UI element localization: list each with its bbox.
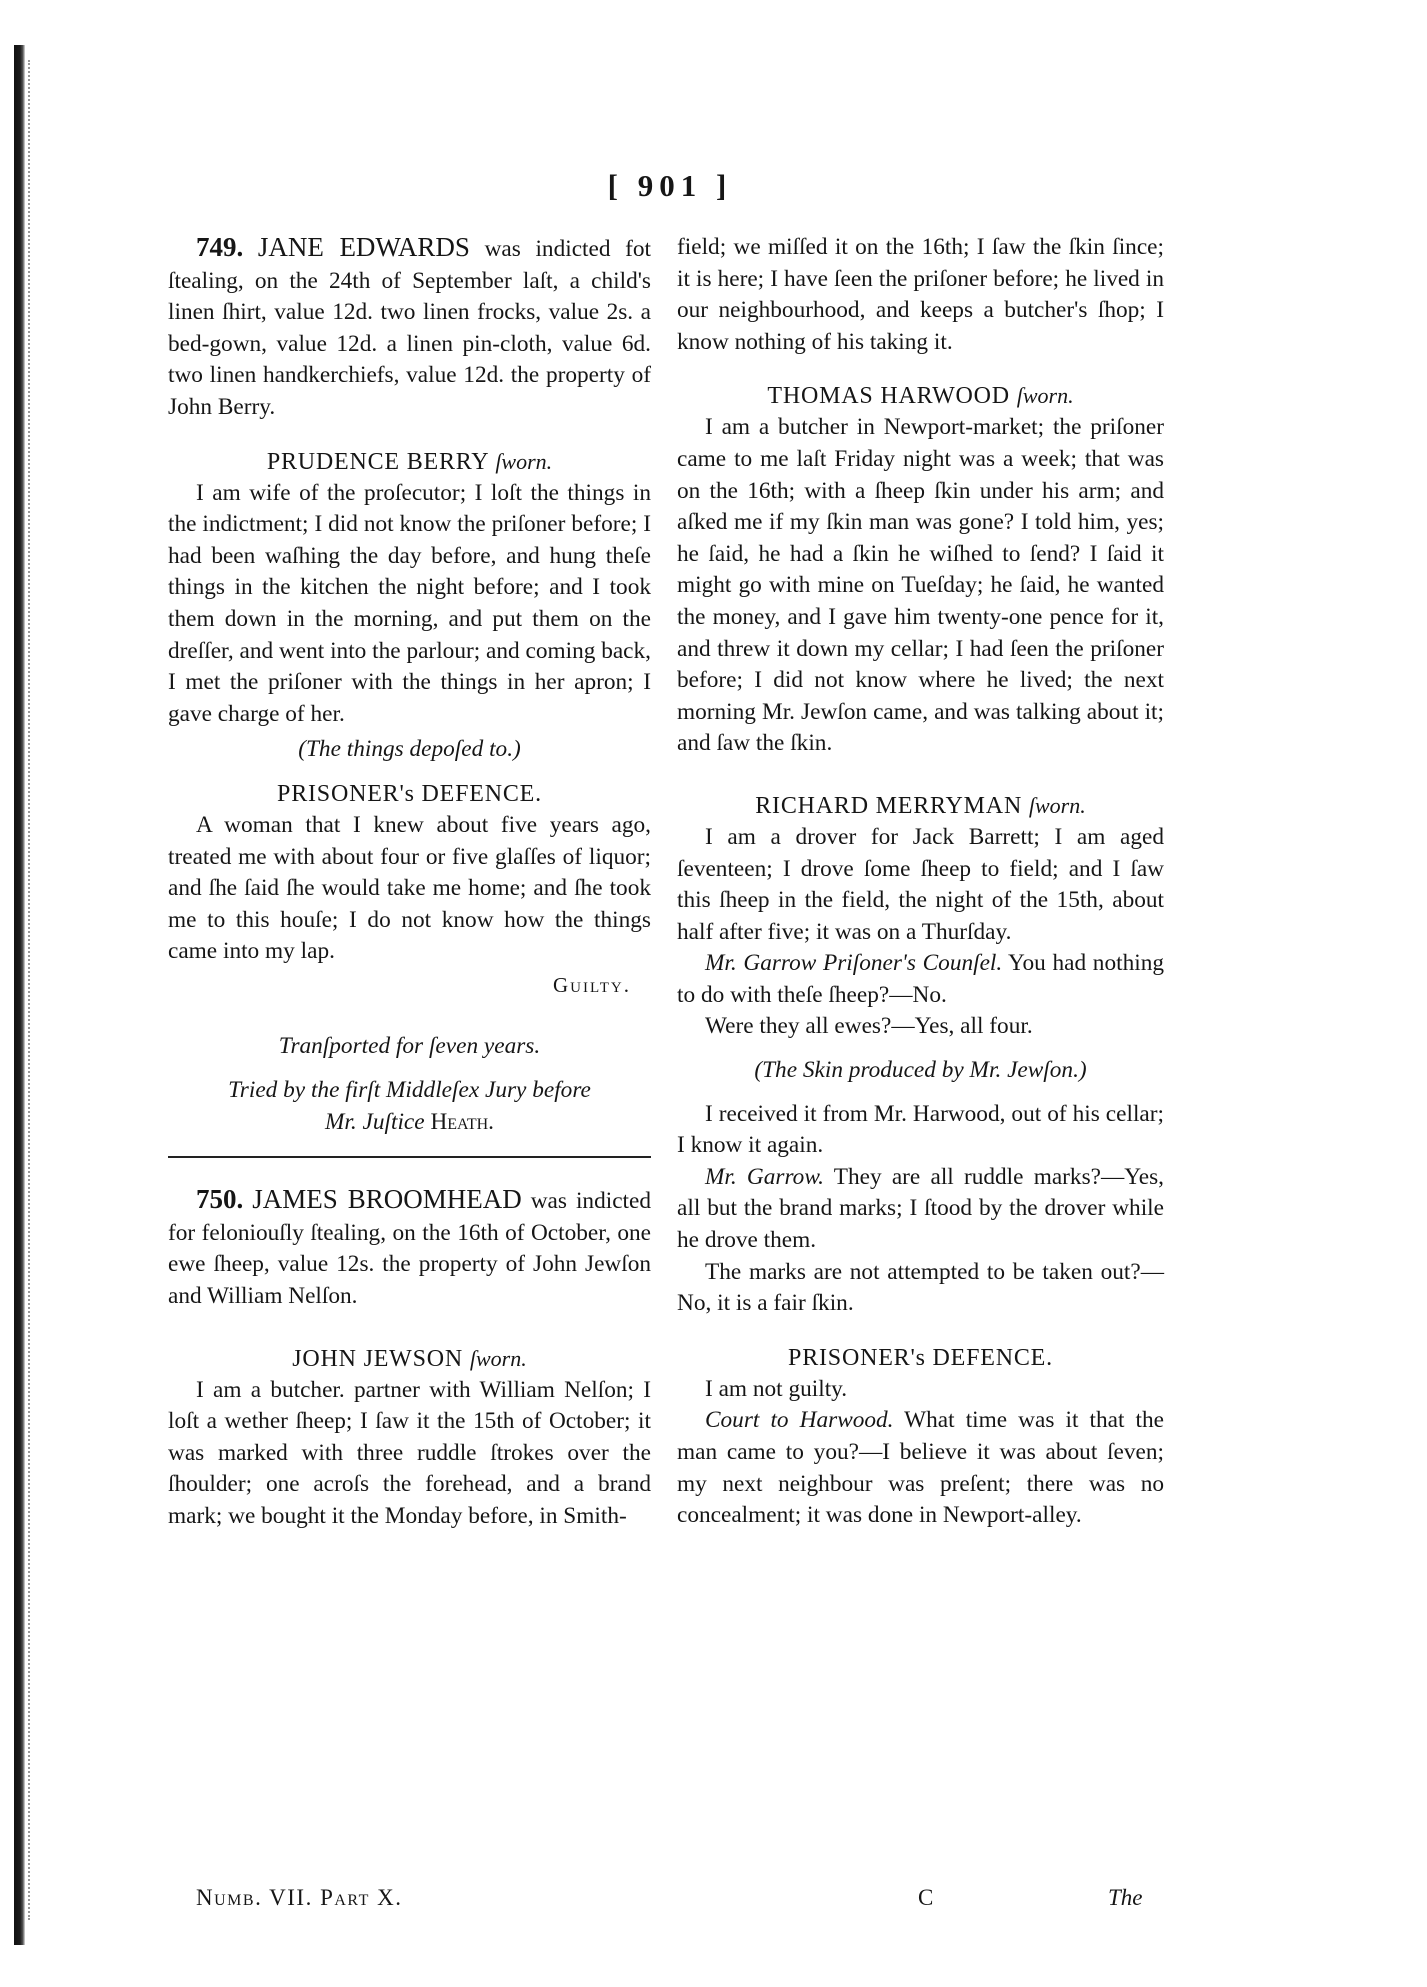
sworn-label: ſworn. bbox=[1028, 792, 1086, 818]
court-question: Court to Harwood. What time was it that the man came to you?—I believe it was about ſeven; my next neighbour was preſent; there was no concealment; it was done in Newport-alley. bbox=[677, 1407, 1164, 1529]
indictment-text: was indicted fot ſtealing, on the 24th of September laſt, a child's linen ſhirt, value 12d. two linen frocks, value 2s. a bed-gown, value 12d. a linen pin-cloth, value 6d. two linen handkerchiefs, value 12d. the property of John Berry. bbox=[168, 236, 652, 420]
testimony-text: I received it from Mr. Harwood, out of his cellar; I know it again. bbox=[677, 1100, 1164, 1159]
deposed-note: (The things depoſed to.) bbox=[298, 736, 521, 763]
defendant-name: JAMES BROOMHEAD bbox=[252, 1184, 522, 1215]
verdict: Guilty. bbox=[552, 972, 631, 997]
witness-name: RICHARD MERRYMAN bbox=[755, 792, 1023, 819]
witness-heading bbox=[677, 380, 1164, 412]
counsel-question: The marks are not attempted to be taken out?—No, it is a fair ſkin. bbox=[677, 1258, 1164, 1317]
jury-note: Tried by the firſt Middleſex Jury before Mr. Juſtice Heath. bbox=[228, 1077, 591, 1135]
testimony-text: I am a butcher. partner with William Nelſon; I loſt a wether ſheep; I ſaw it the 15th of October; it was marked with three ruddle ſtrokes over the ſhoulder; one acroſs the forehead, and a brand mark; we bought it the Monday before, in Smith- bbox=[168, 1376, 651, 1529]
right-column bbox=[677, 232, 1164, 1532]
defendant-name: JANE EDWARDS bbox=[257, 232, 470, 262]
defence-heading: PRISONER's DEFENCE. bbox=[788, 1344, 1053, 1371]
left-column bbox=[168, 232, 651, 1533]
counsel-question: Were they all ewes?—Yes, all four. bbox=[705, 1013, 1033, 1040]
counsel-question: Mr. Garrow Priſoner's Counſel. You had nothing to do with theſe ſheep?—No. bbox=[677, 950, 1164, 1008]
witness-heading bbox=[168, 446, 651, 478]
signature-mark: C bbox=[918, 1885, 934, 1910]
page-edge bbox=[28, 60, 34, 1920]
sentence: Tranſported for ſeven years. bbox=[278, 1033, 541, 1060]
skin-produced-note: (The Skin produced by Mr. Jewſon.) bbox=[754, 1057, 1087, 1084]
catchword: The bbox=[1108, 1885, 1143, 1910]
witness-heading bbox=[677, 790, 1164, 822]
witness-name: PRUDENCE BERRY bbox=[266, 448, 489, 475]
case-750-indictment bbox=[168, 1184, 651, 1312]
defence-text: I am not guilty. bbox=[705, 1375, 848, 1402]
sworn-label: ſworn. bbox=[1016, 383, 1074, 409]
testimony-text: I am a butcher in Newport-market; the priſoner came to me laſt Friday night was a week; that was on the 16th; with a ſheep ſkin under his arm; and aſked me if my ſkin man was gone? I told him, yes; he ſaid, he had a ſkin he wiſhed to ſend? I ſaid it might go with mine on Tueſday; he ſaid, he wanted the money, and I gave him twenty-one pence for it, and threw it down my cellar; I had ſeen the priſoner before; I did not know where he lived; the next morning Mr. Jewſon came, and was talking about it; and ſaw the ſkin. bbox=[677, 414, 1164, 757]
book-spine-shadow bbox=[14, 45, 25, 1945]
defence-heading: PRISONER's DEFENCE. bbox=[277, 780, 542, 807]
witness-name: JOHN JEWSON bbox=[292, 1345, 464, 1372]
case-divider bbox=[168, 1156, 651, 1158]
defence-text: A woman that I knew about five years ago, treated me with about four or five glaſſes of liquor; and ſhe ſaid ſhe would take me home; and ſhe took me to this houſe; I do not know how the things came into my lap. bbox=[168, 811, 651, 965]
case-749-indictment bbox=[168, 232, 651, 424]
case-number: 749. bbox=[196, 232, 244, 262]
counsel-question: Mr. Garrow. They are all ruddle marks?—Yes, all but the brand marks; I ſtood by the drover while he drove them. bbox=[677, 1163, 1165, 1254]
testimony-text: I am wife of the proſecutor; I loſt the things in the indictment; I did not know the priſoner before; I had been waſhing the day before, and hung theſe things in the kitchen the night before; and I took them down in the morning, and put them on the dreſſer, and went into the parlour; and coming back, I met the priſoner with the things in her apron; I gave charge of her. bbox=[168, 479, 651, 727]
witness-heading bbox=[168, 1343, 651, 1375]
sworn-label: ſworn. bbox=[469, 1345, 527, 1371]
indictment-text: was indicted for feloniouſly ſtealing, on the 16th of October, one ewe ſheep, value 12s. the property of John Jewſon and William Nelſon. bbox=[168, 1188, 651, 1310]
testimony-continued: field; we miſſed it on the 16th; I ſaw the ſkin ſince; it is here; I have ſeen the priſoner before; he lived in our neighbourhood, and keeps a butcher's ſhop; I know nothing of his taking it. bbox=[677, 234, 1164, 355]
witness-name: THOMAS HARWOOD bbox=[767, 383, 1010, 410]
page-number: [ 901 ] bbox=[607, 168, 733, 203]
testimony-text: I am a drover for Jack Barrett; I am aged ſeventeen; I drove ſome ſheep to field; and I ſaw this ſheep in the field, the night of the 15th, about half after five; it was on a Thurſday. bbox=[677, 823, 1164, 945]
case-number: 750. bbox=[196, 1184, 244, 1215]
footer-number: Numb. VII. Part X. bbox=[196, 1885, 403, 1910]
sworn-label: ſworn. bbox=[495, 448, 553, 474]
